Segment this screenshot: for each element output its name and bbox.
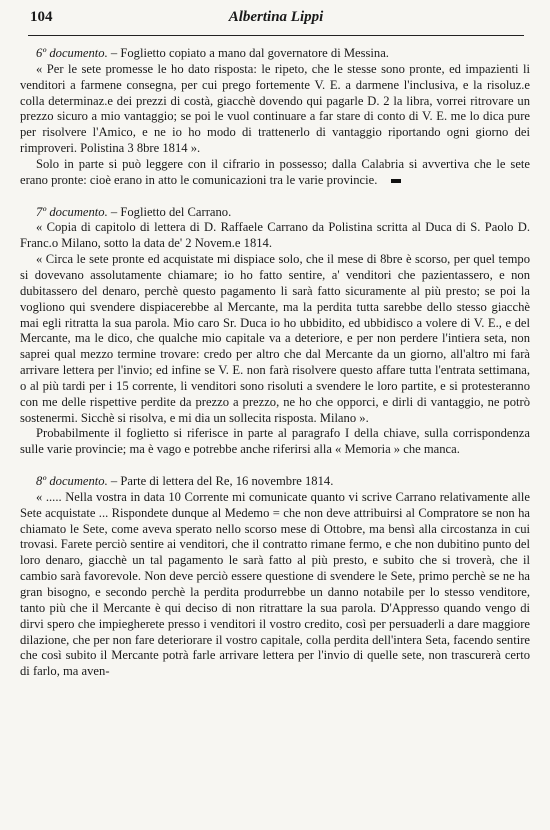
page-body: [20, 46, 530, 680]
section-6-paragraph-2: [20, 157, 530, 189]
section-8-label: 8º documento.: [36, 474, 108, 489]
ink-mark: [391, 179, 401, 183]
section-8-title: [20, 474, 530, 490]
page-header: [28, 7, 524, 36]
section-7-title: [20, 205, 530, 221]
section-6-title-text: – Foglietto copiato a mano dal governatore di Messina.: [107, 46, 389, 60]
section-6-label: 6º documento.: [36, 46, 108, 60]
section-7-paragraph-1: « Copia di capitolo di lettera di D. Raffaele Carrano da Polistina scritta al Duca di S. Paolo D. Franc.o Milano, sotto la data de' 2 Novem.e 1814.: [20, 220, 530, 251]
section-6-title: [20, 46, 530, 62]
section-6-paragraph-2-text: Solo in parte si può leggere con il cifrario in possesso; dalla Calabria si avvertiva che le sete erano pronte: cioè erano in atto le comunicazioni tra le varie provincie.: [20, 156, 530, 187]
section-7-paragraph-2: « Circa le sete pronte ed acquistate mi dispiace solo, che il mese di 8bre è scorso, per quel tempo si dovevano assolutamente chiamare; io ho fatto sentire, a' venditori che pazientassero, e non dubitassero del denaro, perchè questo pagamento li sarà fatto sicuramente al più presto; se poi la vogliono qui svendere dispiacerebbe al Mercante, ma la perdita tutta sarebbe dello stesso giacchè mai egli ritratta la sua parola. Mio caro Sr. Duca io ho ubbidito, ed ubbidisco a volere di V. E., e del Mercante, ma le dico, che qualche mio capitale va a deteriore, e per non perdere l'intiera seta, non saprei qual mezzo termine trovare: credo per altro che dal Mercante da un giorno, all'altro mi farà arrivare lettera per l'invio; ed infine se V. E. non farà risolvere questo affare tutta l'entrata settimana, o al più tardi per i 15 corrente, li venditori sono risoluti a svendere le loro partite, e si protesteranno con me delle rispettive perdite da prezzo a prezzo, ne ho che opporci, e dirli di vantaggio, ne potrò sostenermi. Sicchè si risolva, e mi dia un sollecita risposta. Milano ».: [20, 252, 530, 425]
page-number: 104: [30, 9, 53, 25]
section-8-paragraph-1: « ..... Nella vostra in data 10 Corrente mi comunicate quanto vi scrive Carrano relativamente alle Sete acquistate ... Rispondete dunque al Medemo = che non deve attribuirsi al Compratore se non ha chiamato le Sete, come aveva sperato nello scorso mese di Ottobre, ma bensì alla circostanza in cui trovasi. Farete perciò sentire ai venditori, che il contratto rimane fermo, e che non dubitino punto del loro denaro, giacchè un tal pagamento le sarà fatto al più presto, e subito che si troverà, che il cambio sarà favorevole. Non deve perciò essere questione di svendere le Sete, primo perchè se ne ha gran bisogno, e secondo perchè la perdita produrrebbe un danno notabile per lo stesso venditore, tanto più che il Mercante è qui deciso di non ritrattare la sua parola. D'Appresso quando vengo di dirvi spero che impiegherete presso i venditori il vostro credito, così per persuaderli a dare maggiore dilazione, che per non fare deteriorare il vostro capitale, colla perdita dell'intera Seta, facendo sentire che così subito il Mercante potrà farle arrivare lettera per l'invio di quelle sete, non trascurerà certo di farlo, ma aven-: [20, 489, 530, 679]
section-7-title-text: – Foglietto del Carrano.: [107, 204, 232, 219]
section-8-title-text: – Parte di lettera del Re, 16 novembre 1814.: [107, 474, 334, 489]
running-title: Albertina Lippi: [228, 9, 324, 25]
section-6-paragraph-1: « Per le sete promesse le ho dato risposta: le ripeto, che le stesse sono pronte, ed impazienti li venditori a farmene consegna, per cui prego fortemente V. E. a darmene l'inclusiva, e la risoluz.e colla determinaz.e dei prezzi di costà, giacchè dovendo qui pagarle D. 2 la libra, vorrei ritrovare un prezzo sicuro a mio vantaggio; se poi le vuol continuare a far stare di conto di V. E. me lo dica pure per risolvere l'Amico, e ne io ho modo di trattenerlo di vantaggio riportando ogni giorno dei rimproveri. Polistina 3 8bre 1814 ».: [20, 61, 530, 156]
section-7-label: 7º documento.: [36, 204, 108, 219]
section-7-paragraph-3: Probabilmente il foglietto si riferisce in parte al paragrafo I della chiave, sulla corrispondenza sulle varie provincie; ma è vago e potrebbe anche riferirsi alla « Memoria » che manca.: [20, 426, 530, 457]
